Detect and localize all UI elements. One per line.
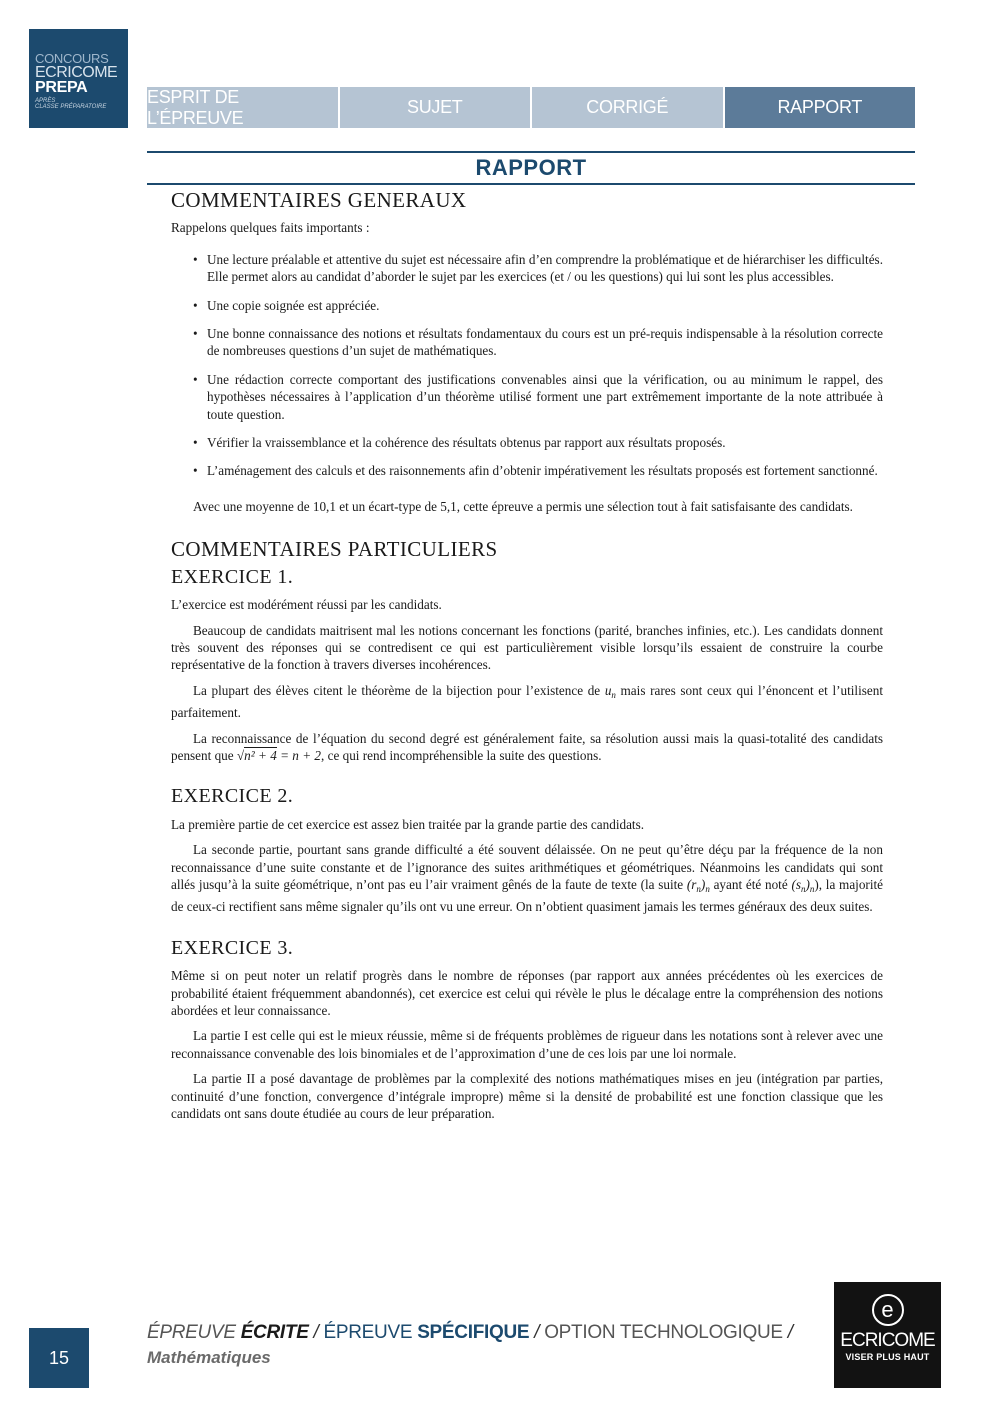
logo-line-ecricome: ECRICOME <box>35 64 118 81</box>
brand-tagline: VISER PLUS HAUT <box>845 1352 930 1362</box>
exercise-2-title: EXERCICE 2. <box>171 785 294 808</box>
text-run: ayant été noté <box>709 876 792 892</box>
text-run: La plupart des élèves citent le théorème de la bijection pour l’existence de <box>193 682 605 698</box>
exercise-3-p2: La partie I est celle qui est le mieux réussie, même si de fréquents problèmes de rigueur dans les notations sont à relever avec une reconnaissance convenable des lois binomiales et de l’approximation d’une de ces lois par une loi normale. <box>171 1028 883 1061</box>
logo-line-apres: APRÈS <box>35 98 56 104</box>
math-paren: ) <box>700 876 706 892</box>
footer-exam-info <box>147 1322 793 1368</box>
text-run: , ce qui rend incompréhensible la suite des questions. <box>321 747 602 763</box>
footer-text: ÉCRITE <box>240 1322 309 1343</box>
math-sub: n <box>696 883 701 894</box>
list-item: • Une lecture préalable et attentive du sujet est nécessaire afin d’en comprendre la problématique et de hiérarchiser les difficultés. Elle permet alors au candidat d’aborder le sujet par les exercices (et / ou les questions) qui lui sont les plus accessibles. <box>193 251 883 286</box>
footer-subject: Mathématiques <box>147 1348 271 1367</box>
exercise-2-p2 <box>171 841 883 916</box>
exercise-1-p3 <box>171 682 883 722</box>
ecricome-prepa-logo <box>29 29 128 128</box>
exercise-1-p2: Beaucoup de candidats maitrisent mal les notions concernant les fonctions (parité, branches infinies, etc.). Les candidats donnent très souvent des réponses qui se contredisent ce qui est particulièrement visible lorsqu’ils essaient de construire la courbe représentative de la fonction à travers diverses incohérences. <box>171 622 883 673</box>
general-bullet-list <box>171 251 883 480</box>
math-paren: ) <box>805 876 810 892</box>
text-run: mais rares sont ceux qui l’énoncent et l’utilisent parfaitement. <box>171 682 883 721</box>
exercise-3-title: EXERCICE 3. <box>171 936 294 959</box>
footer-text: SPÉCIFIQUE <box>417 1322 530 1343</box>
footer-exam-line <box>147 1322 793 1344</box>
particular-heading: COMMENTAIRES PARTICULIERS <box>171 537 498 562</box>
list-item: • L’aménagement des calculs et des raisonnements afin d’obtenir impérativement les résultats proposés est fortement sanctionné. <box>193 462 883 479</box>
text-run: ), la majorité de ceux-ci rectifient sans même signaler qu’ils ont vu une erreur. On n’obtient quasiment jamais les termes généraux des deux suites. <box>171 876 884 915</box>
ecricome-e-icon <box>872 1294 904 1326</box>
footer-text: OPTION TECHNOLOGIQUE <box>544 1322 783 1343</box>
footer-separator: / <box>782 1322 793 1343</box>
section-title-bar <box>147 151 915 185</box>
general-summary: Avec une moyenne de 10,1 et un écart-type de 5,1, cette épreuve a permis une sélection tout à fait satisfaisante des candidats. <box>193 498 853 514</box>
exercise-1-p4 <box>171 730 883 765</box>
tab-rapport[interactable]: RAPPORT <box>725 87 916 128</box>
list-item: • Une copie soignée est appréciée. <box>193 297 883 314</box>
general-intro: Rappelons quelques faits importants : <box>171 220 370 236</box>
general-heading: COMMENTAIRES GENERAUX <box>171 188 467 212</box>
section-tabs <box>147 87 915 128</box>
math-radicand: n² + 4 <box>244 747 277 763</box>
math-sqrt-sign: √ <box>236 747 245 763</box>
tab-esprit[interactable]: ESPRIT DE L’ÉPREUVE <box>147 87 338 128</box>
text-run: La seconde partie, pourtant sans grande difficulté a été souvent délaissée. On ne peut qu’être déçu par la fréquence de la non reconnaissance d’une suite constante et de l’ignorance des suites arithmétiques et géométriques. Néanmoins les candidats qui sont allés jusqu’à la suite géométrique, n’ont pas eu l’air vraiment gênés de la faute de texte (la suite <box>171 842 883 892</box>
logo-line-classe: CLASSE PRÉPARATOIRE <box>35 104 107 110</box>
section-title: RAPPORT <box>475 155 587 180</box>
footer-text: ÉPREUVE <box>323 1322 418 1343</box>
exercise-2-p1: La première partie de cet exercice est assez bien traitée par la grande partie des candidats. <box>171 816 645 832</box>
math-u: u <box>604 682 612 698</box>
logo-line-prepa: PREPA <box>35 79 88 96</box>
exercise-1-title: EXERCICE 1. <box>171 565 294 588</box>
exercise-3-p3: La partie II a posé davantage de problèmes par la complexité des notions mathématiques mises en jeu (intégration par parties, continuité d’une fonction, convergence d’intégrale impropre) même si la densité de probabilité est une fonction classique que les candidats ont sans doute étudiée au cours de leur préparation. <box>171 1071 883 1122</box>
tab-corrige[interactable]: CORRIGÉ <box>532 87 723 128</box>
math-sub: n <box>800 883 806 894</box>
math-equality: = n + 2 <box>276 747 321 763</box>
footer-text: ÉPREUVE <box>147 1322 241 1343</box>
brand-name: ECRICOME <box>840 1330 935 1351</box>
math-sub: n <box>705 883 710 894</box>
math-sub: n <box>809 883 815 894</box>
text-run: La reconnaissance de l’équation du second degré est généralement faite, sa résolution aussi mais la quasi-totalité des candidats pensent que <box>171 730 883 763</box>
report-content <box>171 190 883 1130</box>
list-item: • Vérifier la vraissemblance et la cohérence des résultats obtenus par rapport aux résultats proposés. <box>193 434 883 451</box>
list-item: • Une bonne connaissance des notions et résultats fondamentaux du cours est un pré-requis indispensable à la résolution correcte de nombreuses questions d’un sujet de mathématiques. <box>193 325 883 360</box>
math-s: (s <box>791 876 801 892</box>
math-r: (r <box>686 876 697 892</box>
math-sub: n <box>611 689 616 700</box>
brand-glyph: e <box>881 1297 894 1322</box>
logo-line-concours: CONCOURS <box>35 51 109 66</box>
ecricome-brand-logo <box>834 1282 941 1388</box>
exercise-3-p1: Même si on peut noter un relatif progrès dans le nombre de réponses (par rapport aux années précédentes où les exercices de probabilité étaient fréquemment abandonnés), cet exercice est celui qui révèle le plus le décalage entre la compréhension des notions abordées et leur connaissance. <box>171 968 883 1018</box>
page-number: 15 <box>29 1328 89 1388</box>
list-item: • Une rédaction correcte comportant des justifications convenables ainsi que la vérification, ou au minimum le rappel, des hypothèses nécessaires à l’application d’un théorème utilisé forment une part extrêmement importante de la note attribuée à toute question. <box>193 371 883 423</box>
footer-separator: / <box>308 1322 324 1343</box>
exercise-1-p1: L’exercice est modérément réussi par les candidats. <box>171 597 442 613</box>
footer-separator: / <box>529 1322 545 1343</box>
tab-sujet[interactable]: SUJET <box>340 87 531 128</box>
